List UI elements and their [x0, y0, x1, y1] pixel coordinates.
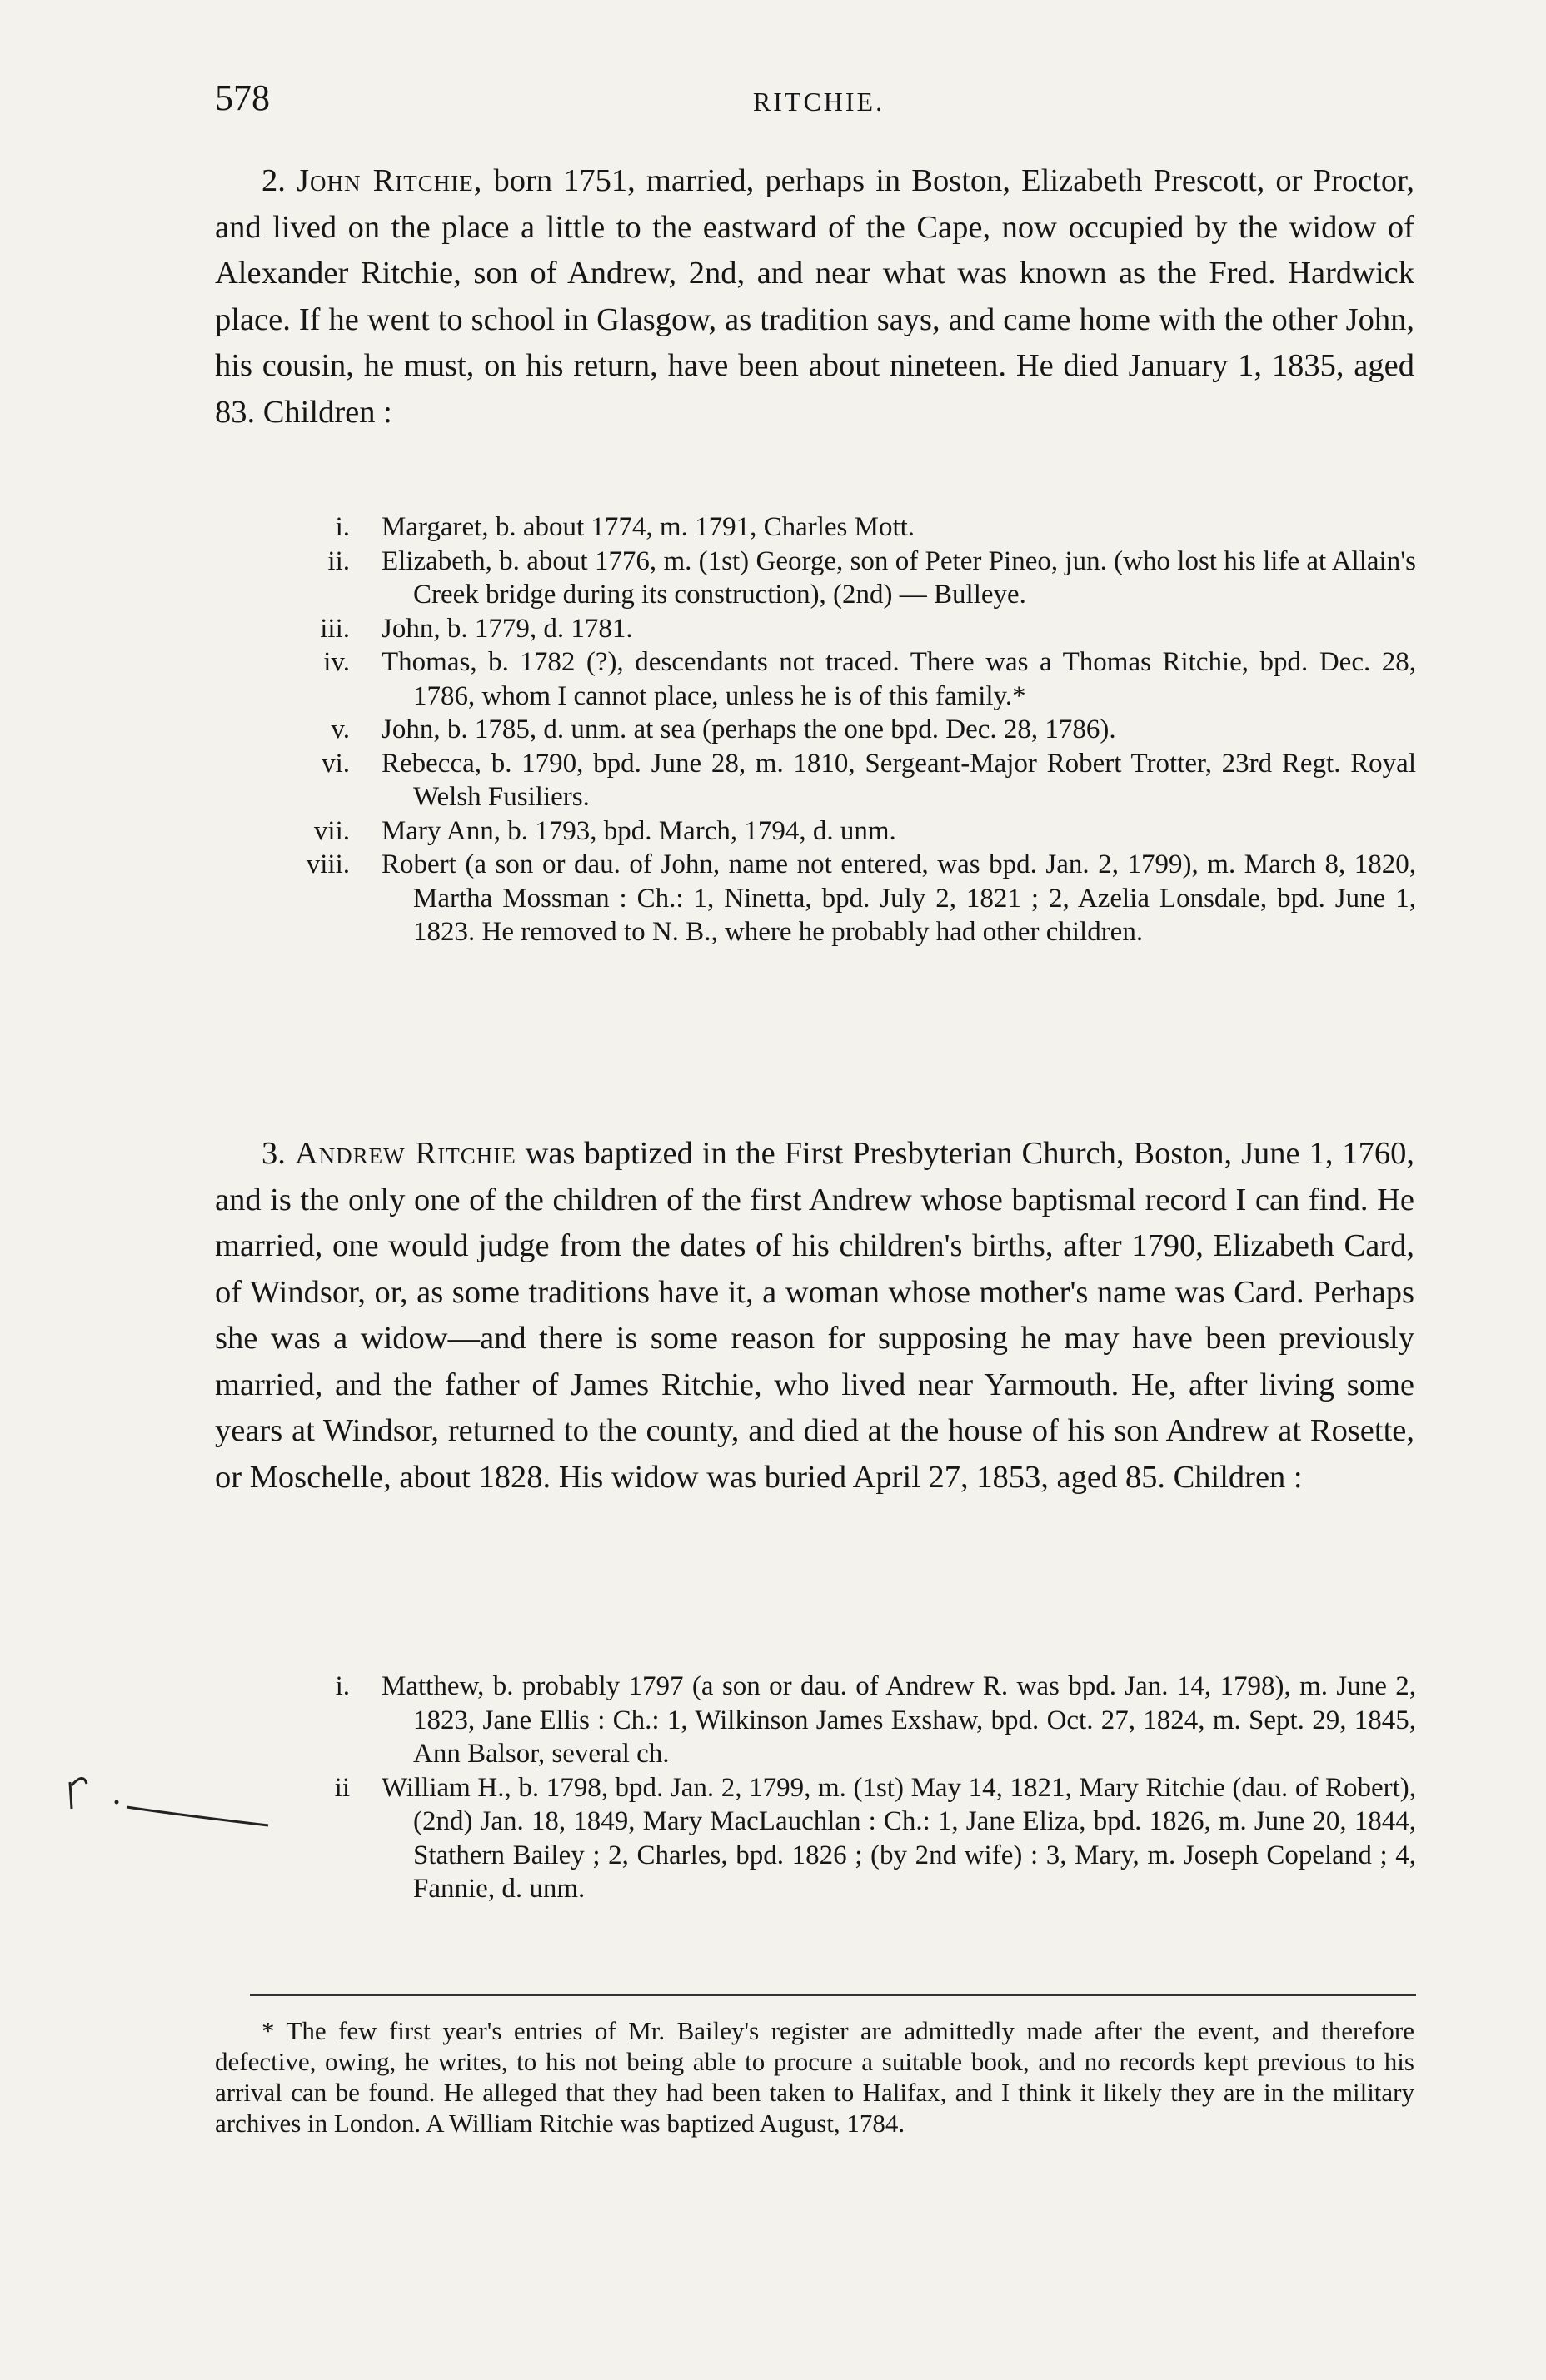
footnote: * The few first year's entries of Mr. Bailey's register are admittedly made after the event, and therefore defective, owing, he writes, to his not being able to procure a suitable book, and no records kept previous to his arrival can be found. He alleged that they had been taken to Halifax, and I think it likely they are in the military archives in London. A William Ritchie was baptized August, 1784. [215, 2016, 1414, 2138]
list-item-text: John, b. 1779, d. 1781. [382, 613, 633, 644]
section-2-paragraph [215, 158, 1414, 436]
list-item-text: William H., b. 1798, bpd. Jan. 2, 1799, m. (1st) May 14, 1821, Mary Ritchie (dau. of Robert), (2nd) Jan. 18, 1849, Mary MacLauchlan : Ch.: 1, Jane Eliza, bpd. 1826, m. June 20, 1844, Stathern Bailey ; 2, Charles, bpd. 1826 ; (by 2nd wife) : 3, Mary, m. Joseph Copeland ; 4, Fannie, d. unm. [382, 1772, 1416, 1904]
list-item [250, 1771, 1416, 1906]
list-item-text: John, b. 1785, d. unm. at sea (perhaps the one bpd. Dec. 28, 1786). [382, 714, 1116, 744]
list-item [250, 545, 1416, 612]
list-item-number: i. [335, 1671, 350, 1701]
handwritten-margin-mark [58, 1749, 275, 1849]
section-2-number: 2. [262, 163, 286, 198]
section-3-paragraph [215, 1131, 1414, 1501]
list-item-number: iii. [320, 613, 350, 644]
list-item-text: Robert (a son or dau. of John, name not entered, was bpd. Jan. 2, 1799), m. March 8, 1820, Martha Mossman : Ch.: 1, Ninetta, bpd. July 2, 1821 ; 2, Azelia Lonsdale, bpd. June 1, 1823. He removed to N. B., where he probably had other children. [382, 849, 1416, 947]
list-item [250, 1670, 1416, 1771]
list-item-number: iv. [323, 647, 350, 677]
section-3-children-list [250, 1670, 1416, 1906]
list-item-text: Rebecca, b. 1790, bpd. June 28, m. 1810, Sergeant-Major Robert Trotter, 23rd Regt. Royal Welsh Fusiliers. [382, 748, 1416, 812]
list-item-text: Matthew, b. probably 1797 (a son or dau. of Andrew R. was bpd. Jan. 14, 1798), m. June 2, 1823, Jane Ellis : Ch.: 1, Wilkinson James Exshaw, bpd. Oct. 27, 1824, m. Sept. 29, 1845, Ann Balsor, several ch. [382, 1671, 1416, 1769]
list-item [250, 510, 1416, 545]
page-number: 578 [215, 77, 270, 118]
list-item [250, 713, 1416, 747]
list-item-number: v. [331, 714, 350, 744]
list-item-number: viii. [306, 849, 350, 879]
page-header [215, 77, 1423, 127]
list-item [250, 747, 1416, 814]
list-item-text: Mary Ann, b. 1793, bpd. March, 1794, d. unm. [382, 815, 896, 846]
list-item-number: vii. [313, 815, 350, 846]
list-item [250, 612, 1416, 646]
list-item-text: Thomas, b. 1782 (?), descendants not traced. There was a Thomas Ritchie, bpd. Dec. 28, 1786, whom I cannot place, unless he is of this family.* [382, 647, 1416, 711]
section-2-text: born 1751, married, perhaps in Boston, Elizabeth Prescott, or Proctor, and lived on the place a little to the eastward of the Cape, now occupied by the widow of Alexander Ritchie, son of Andrew, 2nd, and near what was known as the Fred. Hardwick place. If he went to school in Glasgow, as tradition says, and came home with the other John, his cousin, he must, on his return, have been about nineteen. He died January 1, 1835, aged 83. Children : [215, 163, 1415, 430]
list-item-number: vi. [322, 748, 350, 779]
section-2-name: John Ritchie, [297, 163, 483, 198]
section-3-text: was baptized in the First Presbyterian Church, Boston, June 1, 1760, and is the only one of the children of the first Andrew whose baptismal record I can find. He married, one would judge from the dates of his children's births, after 1790, Elizabeth Card, of Windsor, or, as some traditions have it, a woman whose mother's name was Card. Perhaps she was a widow—and there is some reason for supposing he may have been previously married, and the father of James Ritchie, who lived near Yarmouth. He, after living some years at Windsor, returned to the county, and died at the house of his son Andrew at Rosette, or Moschelle, about 1828. His widow was buried April 27, 1853, aged 85. Children : [215, 1136, 1414, 1495]
list-item [250, 814, 1416, 849]
list-item-text: Elizabeth, b. about 1776, m. (1st) George, son of Peter Pineo, jun. (who lost his life at Allain's Creek bridge during its construction), (2nd) — Bulleye. [382, 545, 1416, 610]
section-3-number: 3. [262, 1136, 286, 1171]
running-head: RITCHIE. [752, 87, 885, 117]
list-item-number: i. [335, 512, 350, 542]
list-item [250, 645, 1416, 713]
section-3-name: Andrew Ritchie [294, 1136, 516, 1171]
footnote-divider [250, 1994, 1416, 1996]
list-item-number: ii [334, 1772, 350, 1803]
list-item [250, 848, 1416, 949]
list-item-text: Margaret, b. about 1774, m. 1791, Charles Mott. [382, 512, 915, 542]
section-2-children-list [250, 510, 1416, 949]
list-item-number: ii. [327, 545, 350, 576]
